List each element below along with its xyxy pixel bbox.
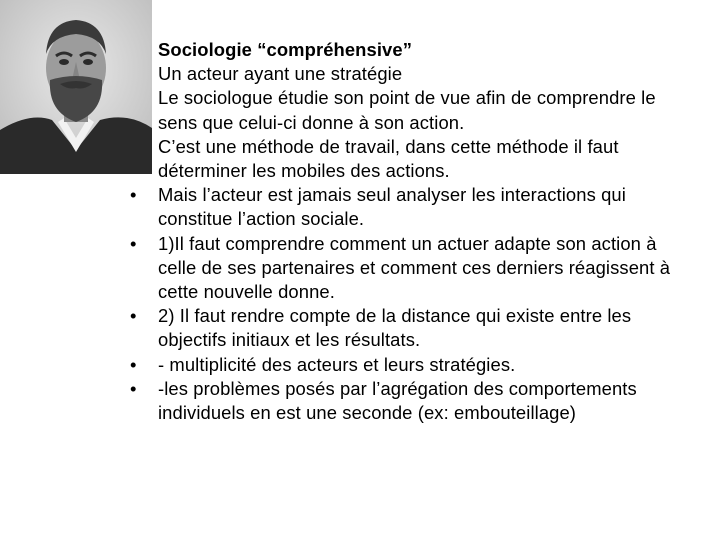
bullet-text: -les problèmes posés par l’agrégation des comportements individuels en est une seconde (ex: embouteillage) [158,377,637,424]
bullet-item [130,86,690,134]
bullet-text: Sociologie “compréhensive” [158,39,413,60]
bullet-item [130,183,690,231]
bullet-text: - multiplicité des acteurs et leurs stratégies. [158,353,516,375]
bullet-text: Mais l’acteur est jamais seul analyser les interactions qui constitue l’action sociale. [158,184,626,230]
bullet-item [130,62,690,86]
bullet-marker: • [130,184,137,206]
bullet-item [130,304,690,352]
bullet-text: 2) Il faut rendre compte de la distance qui existe entre les objectifs initiaux et les résultats. [158,305,632,351]
bullet-marker: • [130,232,137,254]
bullet-text: 1)Il faut comprendre comment un actuer adapte son action à celle de ses partenaires et comment ces derniers réagissent à cette nouvelle donne. [158,232,671,303]
bullet-item [130,377,690,425]
bullet-item [130,232,690,305]
bullet-item [130,135,690,183]
bullet-item [130,353,690,377]
bullet-text: Le sociologue étudie son point de vue afin de comprendre le sens que celui-ci donne à son action. [158,87,656,133]
bullet-text: Un acteur ayant une stratégie [158,63,403,85]
bullet-list [130,38,690,425]
bullet-text: C’est une méthode de travail, dans cette méthode il faut déterminer les mobiles des actions. [158,135,619,182]
bullet-marker: • [130,377,137,399]
bullet-item [130,38,690,62]
bullet-marker: • [130,305,137,327]
bullet-marker: • [130,353,137,375]
